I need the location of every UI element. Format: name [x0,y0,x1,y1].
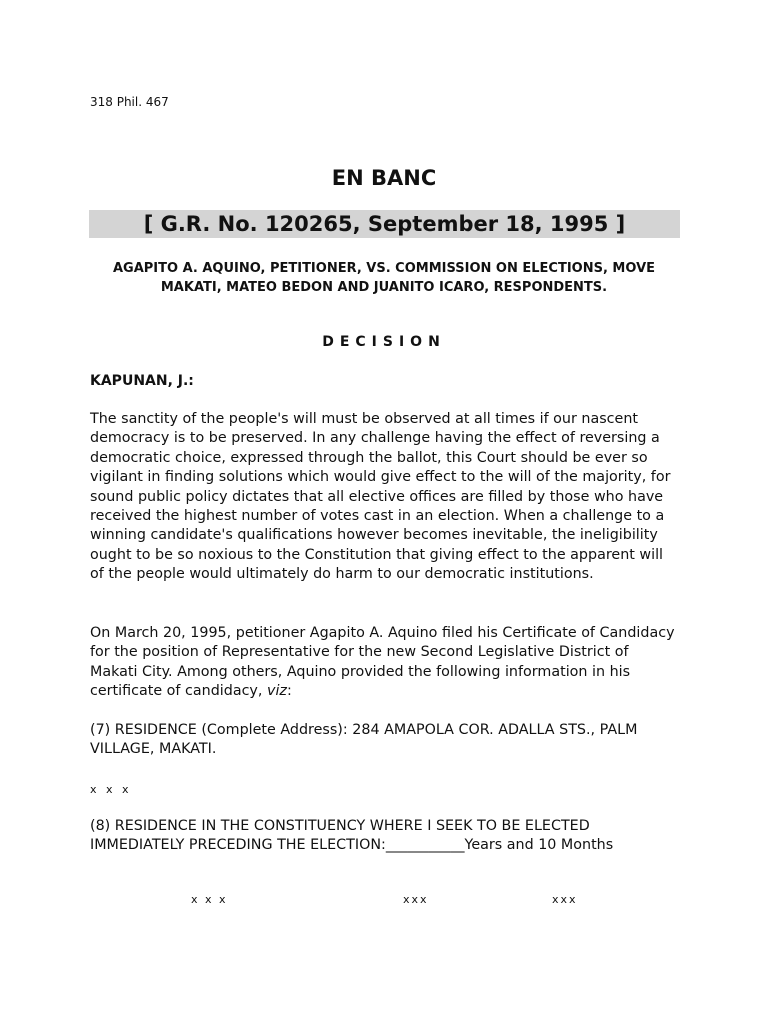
case-parties: AGAPITO A. AQUINO, PETITIONER, VS. COMMISSION ON ELECTIONS, MOVE MAKATI, MATEO BEDON AND JUANITO ICARO, RESPONDENTS. [112,261,656,295]
ellipsis: xxx [552,893,578,906]
citation: 318 Phil. 467 [90,95,169,109]
court-heading: EN BANC [331,166,437,190]
paragraph-italic: viz [267,683,287,700]
paragraph-text: On March 20, 1995, petitioner Agapito A. Aquino filed his Certificate of Candidacy for the position of Representative for the new Second Legislative District of Makati City. Among others, Aquino provided the following information in his certificate of candidacy, [90,625,675,700]
paragraph: The sanctity of the people's will must be observed at all times if our nascent democracy is to be preserved. In any challenge having the effect of reversing a democratic choice, expressed through the ballot, this Court should be ever so vigilant in finding solutions which would give effect to the will of the majority, for sound public policy dictates that all elective offices are filled by those who have received the highest number of votes cast in an election. When a challenge to a winning candidate's qualifications however becomes inevitable, the ineligibility ought to be so noxious to the Constitution that giving effect to the apparent will of the people would ultimately do harm to our democratic institutions. [90,411,671,583]
ponente: KAPUNAN, J.: [90,373,194,389]
certificate-item-8: (8) RESIDENCE IN THE CONSTITUENCY WHERE I SEEK TO BE ELECTED IMMEDIATELY PRECEDING THE ELECTION:___________Years and 10 Months [90,818,614,854]
paragraph-end: : [286,683,292,700]
case-number-banner: [ G.R. No. 120265, September 18, 1995 ] [89,210,680,238]
certificate-item-7: (7) RESIDENCE (Complete Address): 284 AMAPOLA COR. ADALLA STS., PALM VILLAGE, MAKATI. [90,722,638,758]
ellipsis: xxx [403,893,429,906]
ellipsis: x x x [191,893,228,906]
ellipsis: x x x [90,783,132,796]
decision-heading: DECISION [322,334,446,350]
paragraph [90,624,680,702]
